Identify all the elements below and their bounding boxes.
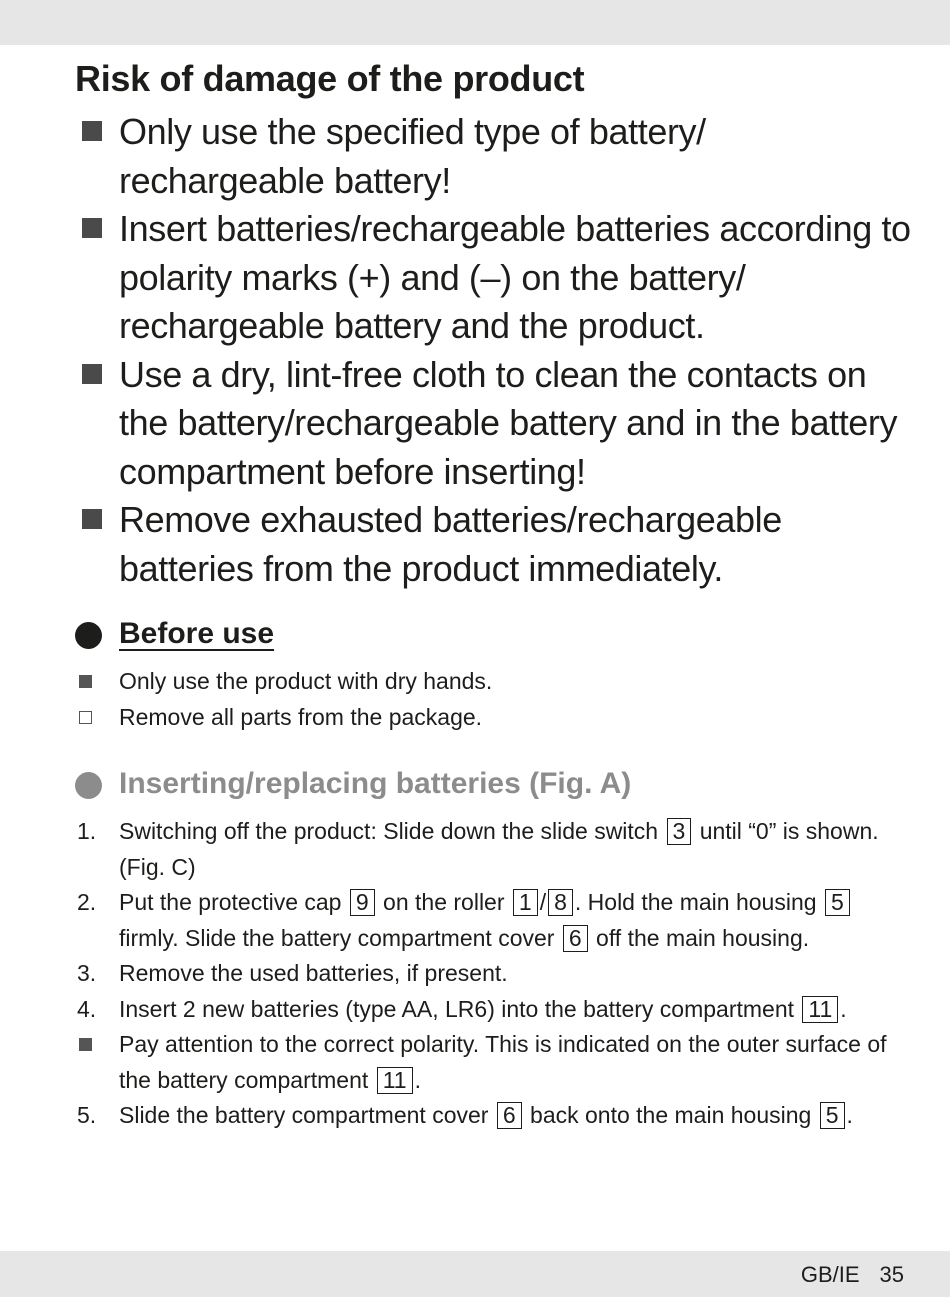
square-bullet-icon xyxy=(82,121,102,141)
step-number: 4. xyxy=(77,995,97,1022)
list-item: Only use the product with dry hands. xyxy=(75,664,910,700)
part-reference-box: 11 xyxy=(377,1067,413,1094)
warning-item: Only use the specified type of battery/ rechargeable battery! xyxy=(75,108,915,205)
footer-region: GB/IE xyxy=(800,1262,860,1287)
page-footer xyxy=(781,1262,904,1288)
step-text: Slide the battery compartment cover xyxy=(119,1102,489,1128)
step-text: Insert 2 new batteries (type AA, LR6) into the battery compartment xyxy=(119,995,794,1022)
step-text: . Hold the main housing xyxy=(574,889,817,915)
step-text: off the main housing. xyxy=(596,924,810,951)
part-reference-box: 6 xyxy=(497,1102,522,1129)
warning-item: Use a dry, lint-free cloth to clean the contacts on the battery/rechargeable battery and in the battery compartment before inserting! xyxy=(75,351,915,497)
step-text: back onto the main housing xyxy=(530,1102,812,1128)
part-reference-box: 6 xyxy=(563,925,588,952)
square-bullet-icon xyxy=(82,364,102,384)
part-reference-box: 5 xyxy=(820,1102,845,1129)
step-text: on the roller xyxy=(383,889,505,915)
list-item: Remove all parts from the package. xyxy=(75,700,910,736)
part-reference-box: 5 xyxy=(825,889,850,916)
grey-circle-icon xyxy=(75,772,102,799)
warning-list xyxy=(75,108,915,593)
square-bullet-icon xyxy=(82,509,102,529)
step-item xyxy=(75,1098,910,1134)
step-text: until “0” is shown. (Fig. C) xyxy=(119,818,879,880)
step-item xyxy=(75,885,910,956)
square-bullet-icon xyxy=(79,1038,92,1051)
steps-list xyxy=(75,814,910,1134)
step-text: firmly. Slide the battery compartment cover xyxy=(119,924,555,951)
warning-title: Risk of damage of the product xyxy=(75,58,585,99)
filled-circle-icon xyxy=(75,622,102,649)
square-bullet-icon xyxy=(79,675,92,688)
step-item xyxy=(75,956,910,992)
step-text: . xyxy=(414,1066,421,1093)
step-number: 2. xyxy=(77,889,97,915)
page-number: 35 xyxy=(879,1262,904,1287)
step-text: Put the protective cap xyxy=(119,889,342,915)
step-number: 3. xyxy=(77,960,97,986)
step-text: / xyxy=(539,889,547,915)
before-use-list xyxy=(75,664,910,735)
part-reference-box: 11 xyxy=(802,996,838,1023)
step-text: Pay attention to the correct polarity. This is indicated on the outer surface of the battery compartment xyxy=(119,1031,887,1093)
step-number: 5. xyxy=(77,1102,97,1128)
step-number: 1. xyxy=(77,818,97,844)
step-text: . xyxy=(840,995,847,1022)
warning-item: Insert batteries/rechargeable batteries according to polarity marks (+) and (–) on the battery/ rechargeable battery and the product. xyxy=(75,205,915,351)
step-text: Switching off the product: Slide down the slide switch xyxy=(119,818,659,844)
part-reference-box: 1 xyxy=(513,889,538,916)
step-item xyxy=(75,1027,910,1098)
part-reference-box: 9 xyxy=(350,889,375,916)
checkbox-outline-icon xyxy=(79,711,92,724)
step-text: Remove the used batteries, if present. xyxy=(119,960,508,986)
warning-item: Remove exhausted batteries/rechargeable batteries from the product immediately. xyxy=(75,496,915,593)
step-item xyxy=(75,992,910,1028)
part-reference-box: 3 xyxy=(667,818,692,845)
top-band xyxy=(0,0,950,45)
step-text: . xyxy=(846,1102,853,1128)
part-reference-box: 8 xyxy=(548,889,573,916)
step-item xyxy=(75,814,910,885)
square-bullet-icon xyxy=(82,218,102,238)
